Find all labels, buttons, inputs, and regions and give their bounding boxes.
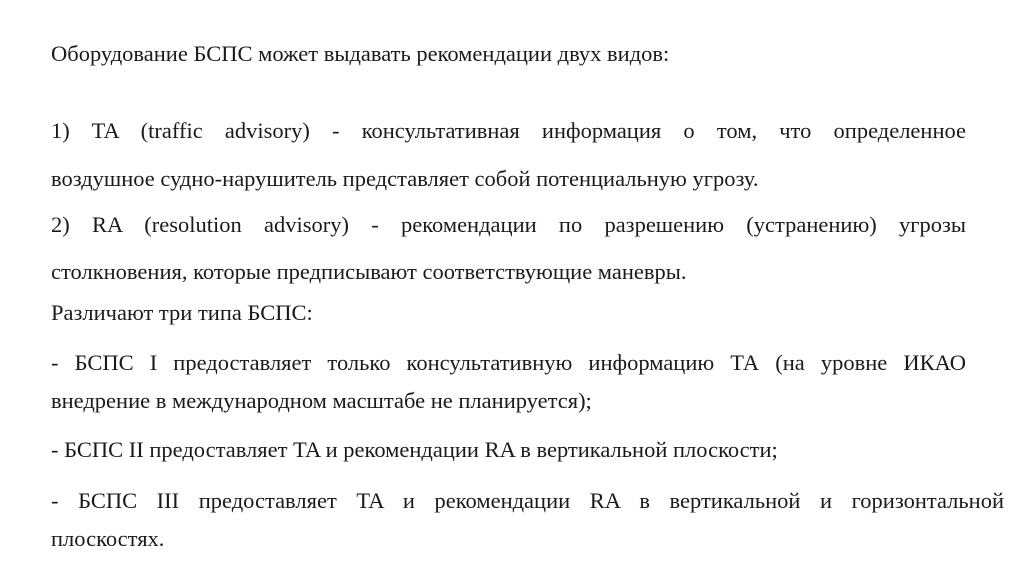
item-ra-line-2: столкновения, которые предписывают соответствующие маневры. [51, 259, 687, 284]
type-1-line-1: - БСПС I предоставляет только консультативную информацию ТА (на уровне ИКАО [51, 350, 966, 375]
item-ta-line-2: воздушное судно-нарушитель представляет собой потенциальную угрозу. [51, 166, 759, 191]
type-3-line-1: - БСПС III предоставляет TA и рекомендации RA в вертикальной и горизонтальной [51, 488, 1004, 513]
item-ra-line-1: 2) RA (resolution advisory) - рекомендации по разрешению (устранению) угрозы [51, 212, 966, 237]
intro-text: Оборудование БСПС может выдавать рекомендации двух видов: [51, 41, 670, 66]
type-2-line-1: - БСПС II предоставляет TA и рекомендации RA в вертикальной плоскости; [51, 437, 778, 462]
type-1-line-2: внедрение в международном масштабе не планируется); [51, 388, 592, 413]
type-3-line-2: плоскостях. [51, 526, 165, 551]
item-ta-line-1: 1) TA (traffic advisory) - консультативная информация о том, что определенное [51, 118, 966, 143]
types-heading: Различают три типа БСПС: [51, 300, 313, 325]
